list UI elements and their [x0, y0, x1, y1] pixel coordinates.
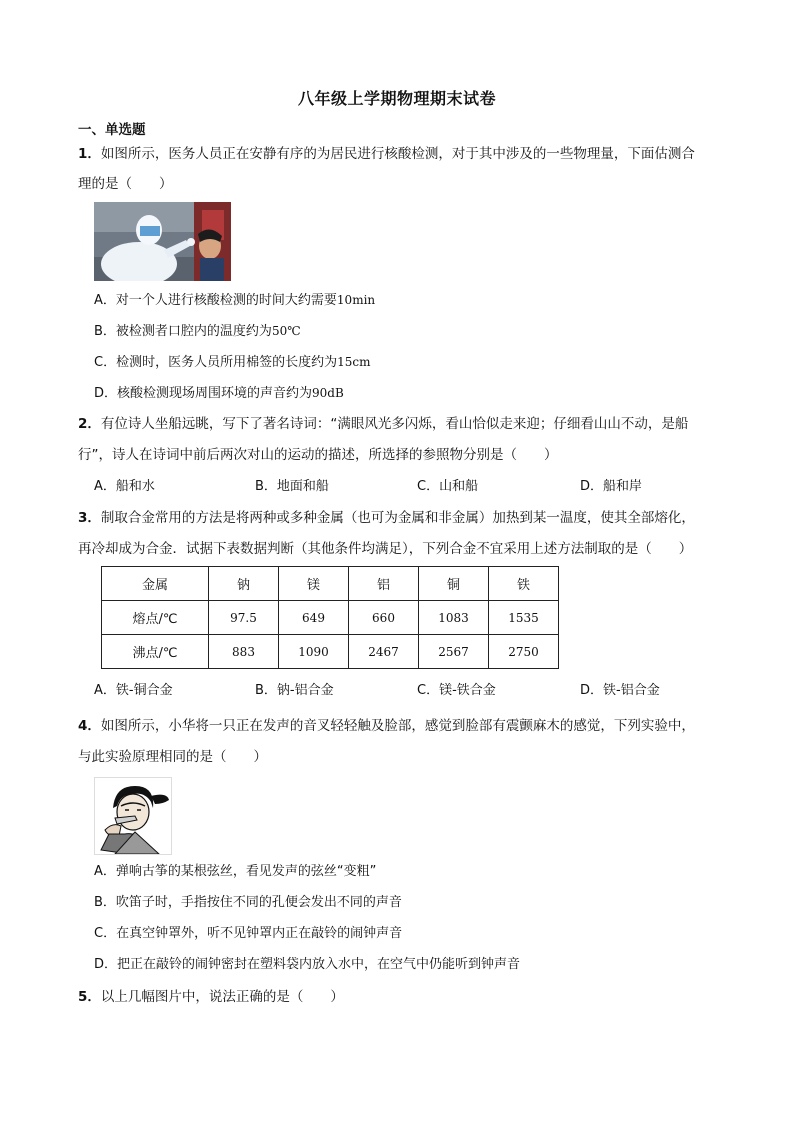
- q4-option-a[interactable]: A．弹响古筝的某根弦丝，看见发声的弦丝“变粗”: [94, 864, 377, 879]
- q2-option-a[interactable]: A．船和水: [94, 479, 155, 494]
- option-text: 被检测者口腔内的温度约为: [115, 324, 272, 339]
- option-text: 检测时，医务人员所用棉签的长度约为: [116, 355, 338, 370]
- nucleic-acid-test-photo: [94, 202, 231, 281]
- table-cell: 2750: [489, 635, 559, 669]
- question-1-line-2: 理的是（ ）: [78, 176, 173, 192]
- photo-image: [94, 202, 231, 281]
- option-value: 15cm: [337, 355, 371, 369]
- table-header-cell: 铜: [419, 567, 489, 601]
- question-text: 如图所示，小华将一只正在发声的音叉轻轻触及脸部，感觉到脸部有震颤麻木的感觉，下列实验中，: [100, 718, 695, 734]
- question-2-line-2: 行”，诗人在诗词中前后两次对山的运动的描述，所选择的参照物分别是（ ）: [78, 447, 558, 463]
- q4-option-b[interactable]: B．吹笛子时，手指按住不同的孔便会发出不同的声音: [94, 895, 402, 910]
- q3-option-c[interactable]: C．镁-铁合金: [417, 683, 496, 698]
- table-header-cell: 镁: [279, 567, 349, 601]
- q4-option-c[interactable]: C．在真空钟罩外，听不见钟罩内正在敲铃的闹钟声音: [94, 926, 403, 941]
- question-number: 1．: [78, 146, 101, 162]
- question-text: 制取合金常用的方法是将两种或多种金属（也可为金属和非金属）加热到某一温度，使其全部熔化，: [100, 510, 695, 526]
- q1-option-b[interactable]: [94, 321, 301, 342]
- table-header-row: [102, 567, 559, 601]
- table-cell: 649: [279, 601, 349, 635]
- metal-properties-table: [101, 566, 559, 669]
- question-3-line-1: [78, 508, 695, 528]
- option-text: 对一个人进行核酸检测的时间大约需要: [115, 293, 337, 308]
- question-4-line-2: 与此实验原理相同的是（ ）: [78, 749, 267, 765]
- q2-option-c[interactable]: C．山和船: [417, 479, 479, 494]
- table-row: [102, 635, 559, 669]
- table-cell: 2567: [419, 635, 489, 669]
- option-label: A．: [94, 293, 116, 308]
- q4-option-d[interactable]: D．把正在敲铃的闹钟密封在塑料袋内放入水中，在空气中仍能听到钟声音: [94, 957, 521, 972]
- table-cell: 熔点/℃: [102, 601, 209, 635]
- option-label: D．: [94, 386, 118, 401]
- table-cell: 1090: [279, 635, 349, 669]
- table-row: [102, 601, 559, 635]
- q3-option-d[interactable]: D．铁-铝合金: [580, 683, 660, 698]
- table-cell: 2467: [349, 635, 419, 669]
- question-number: 2．: [78, 416, 101, 432]
- question-text: 以上几幅图片中，说法正确的是（ ）: [100, 989, 344, 1005]
- table-cell: 660: [349, 601, 419, 635]
- table-header-cell: 铝: [349, 567, 419, 601]
- table-header-cell: 金属: [102, 567, 209, 601]
- table-header-cell: 钠: [209, 567, 279, 601]
- question-3-line-2: 再冷却成为合金．试据下表数据判断（其他条件均满足），下列合金不宜采用上述方法制取的是（ ）: [78, 541, 693, 557]
- table-cell: 1535: [489, 601, 559, 635]
- option-text: 核酸检测现场周围环境的声音约为: [117, 386, 313, 401]
- question-text: 有位诗人坐船远眺，写下了著名诗词：“满眼风光多闪烁，看山恰似走来迎；仔细看山山不动，是船: [100, 416, 689, 432]
- section-heading: 一、单选题: [78, 122, 146, 138]
- option-label: B．: [94, 324, 116, 339]
- question-number: 5．: [78, 989, 101, 1005]
- q3-option-b[interactable]: B．钠-铝合金: [255, 683, 334, 698]
- question-5-line-1: [78, 987, 344, 1007]
- table-cell: 883: [209, 635, 279, 669]
- q3-option-a[interactable]: A．铁-铜合金: [94, 683, 173, 698]
- q1-option-a[interactable]: [94, 290, 375, 311]
- question-2-line-1: [78, 414, 688, 434]
- table-header-cell: 铁: [489, 567, 559, 601]
- option-value: 10min: [336, 293, 376, 307]
- illustration-image: [95, 778, 171, 854]
- q2-option-b[interactable]: B．地面和船: [255, 479, 329, 494]
- question-1-line-1: [78, 144, 695, 164]
- question-text: 如图所示，医务人员正在安静有序的为居民进行核酸检测，对于其中涉及的一些物理量，下面估测合: [100, 146, 695, 162]
- question-number: 4．: [78, 718, 101, 734]
- page-title: 八年级上学期物理期末试卷: [297, 89, 496, 108]
- option-value: 90dB: [312, 386, 344, 400]
- question-4-line-1: [78, 716, 695, 736]
- tuning-fork-face-illustration: [94, 777, 172, 855]
- q1-option-d[interactable]: [94, 383, 344, 404]
- table-cell: 沸点/℃: [102, 635, 209, 669]
- table-cell: 97.5: [209, 601, 279, 635]
- option-value: 50℃: [271, 324, 301, 338]
- question-number: 3．: [78, 510, 101, 526]
- table-cell: 1083: [419, 601, 489, 635]
- q1-option-c[interactable]: [94, 352, 370, 373]
- option-label: C．: [94, 355, 117, 370]
- q2-option-d[interactable]: D．船和岸: [580, 479, 643, 494]
